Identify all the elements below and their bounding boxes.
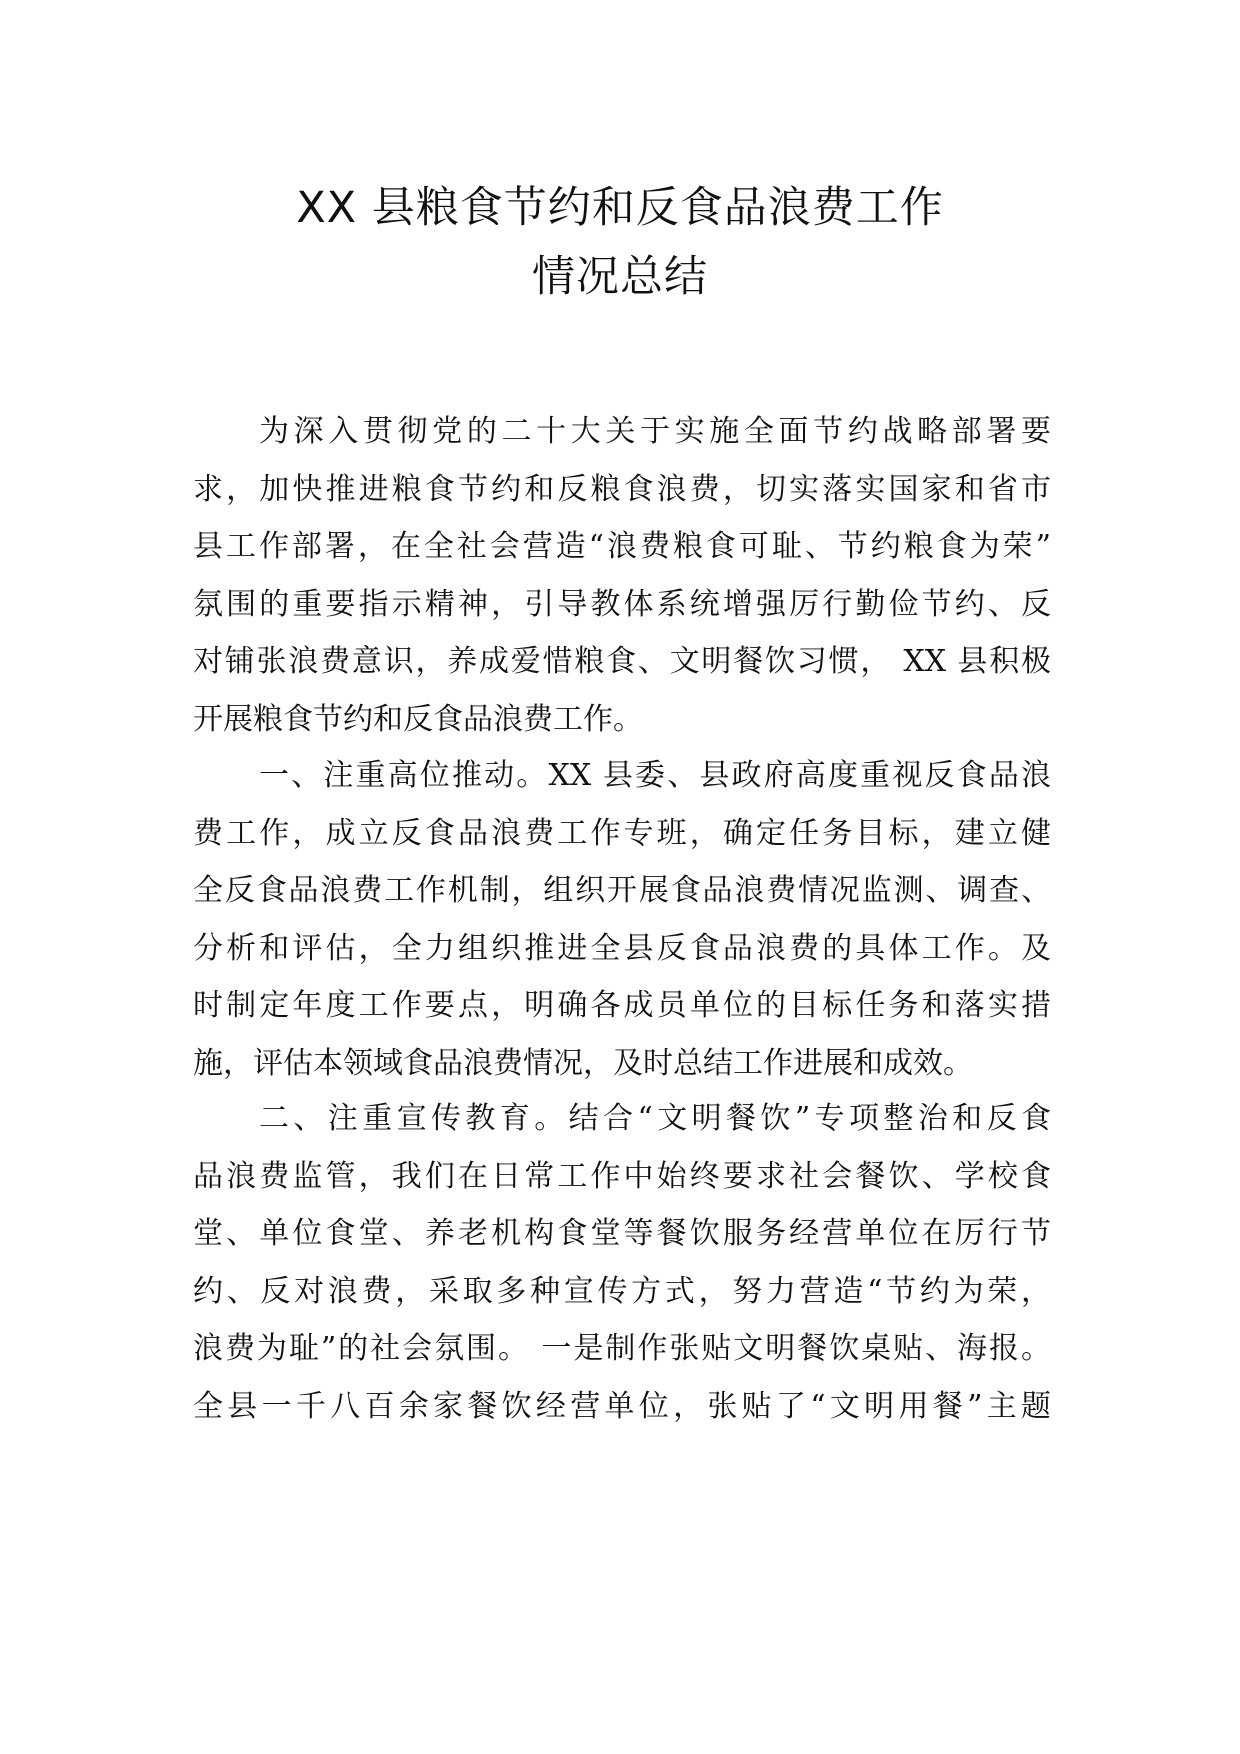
text-line: 约、反对浪费，采取多种宣传方式，努力营造“节约为荣， bbox=[193, 1273, 1051, 1309]
text-line: 全反食品浪费工作机制，组织开展食品浪费情况监测、调查、 bbox=[193, 873, 1051, 908]
text-line: 求，加快推进粮食节约和反粮食浪费，切实落实国家和省市 bbox=[193, 471, 1051, 507]
text-line: 县工作部署，在全社会营造“浪费粮食可耻、节约粮食为荣” bbox=[193, 529, 1051, 564]
text-line: 一、注重高位推动。XX 县委、县政府高度重视反食品浪 bbox=[259, 758, 1051, 793]
paragraph-section-2 bbox=[193, 1090, 1051, 1435]
text-line: 为深入贯彻党的二十大关于实施全面节约战略部署要 bbox=[259, 414, 1051, 449]
text-line: 分析和评估，全力组织推进全县反食品浪费的具体工作。及 bbox=[193, 930, 1051, 966]
text-line: 费工作，成立反食品浪费工作专班，确定任务目标，建立健 bbox=[193, 815, 1051, 851]
text-line: 全县一千八百余家餐饮经营单位，张贴了“文明用餐”主题 bbox=[193, 1388, 1051, 1424]
paragraph-section-1 bbox=[193, 747, 1051, 1092]
paragraph-intro bbox=[193, 403, 1051, 748]
document-title-line-1: XX 县粮食节约和反食品浪费工作 bbox=[296, 183, 944, 233]
text-line: 二、注重宣传教育。结合“文明餐饮”专项整治和反食 bbox=[259, 1101, 1051, 1136]
text-line: 氛围的重要指示精神，引导教体系统增强厉行勤俭节约、反 bbox=[193, 586, 1051, 622]
document-title-line-2: 情况总结 bbox=[532, 252, 708, 302]
text-line: 时制定年度工作要点，明确各成员单位的目标任务和落实措 bbox=[193, 988, 1051, 1023]
text-line: 施，评估本领域食品浪费情况，及时总结工作进展和成效。 bbox=[193, 1045, 973, 1081]
text-line: 对铺张浪费意识，养成爱惜粮食、文明餐饮习惯， XX 县积极 bbox=[193, 644, 1051, 679]
text-line: 品浪费监管，我们在日常工作中始终要求社会餐饮、学校食 bbox=[193, 1158, 1051, 1194]
text-line: 堂、单位食堂、养老机构食堂等餐饮服务经营单位在厉行节 bbox=[193, 1216, 1051, 1251]
text-line: 浪费为耻”的社会氛围。 一是制作张贴文明餐饮桌贴、海报。 bbox=[193, 1331, 1051, 1366]
text-line: 开展粮食节约和反食品浪费工作。 bbox=[193, 701, 643, 737]
